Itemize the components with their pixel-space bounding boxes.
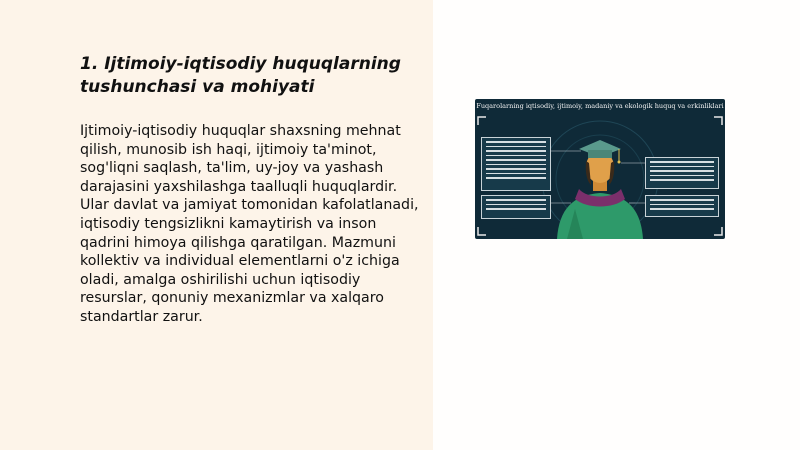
info-box-cultural [645,157,719,189]
section-title: 1. Ijtimoiy-iqtisodiy huquqlarning tushunchasi va mohiyati [80,54,401,97]
rights-infographic [475,99,725,239]
section-paragraph: Ijtimoiy-iqtisodiy huquqlar shaxsning mehnat qilish, munosib ish haqi, ijtimoiy ta'minot, sog'liqni saqlash, ta'lim, uy-joy va yashash darajasini yaxshilashga taalluqli huquqlardir. Ular davlat va jamiyat tomonidan kafolatlanadi, iqtisodiy tengsizlikni kamaytirish va inson qadrini himoya qilishga qaratilgan. Mazmuni kollektiv va individual elementlarni o'z ichiga oladi, amalga oshirilishi uchun iqtisodiy resurslar, qonuniy mexanizmlar va xalqaro standartlar zarur. [80,123,419,325]
info-box-ecological [645,195,719,217]
info-box-social [481,195,551,219]
infographic-title: Fuqarolarning iqtisodiy, ijtimoiy, madaniy va ekologik huquq va erkinliklari [476,102,724,110]
info-box-economic [481,137,551,191]
